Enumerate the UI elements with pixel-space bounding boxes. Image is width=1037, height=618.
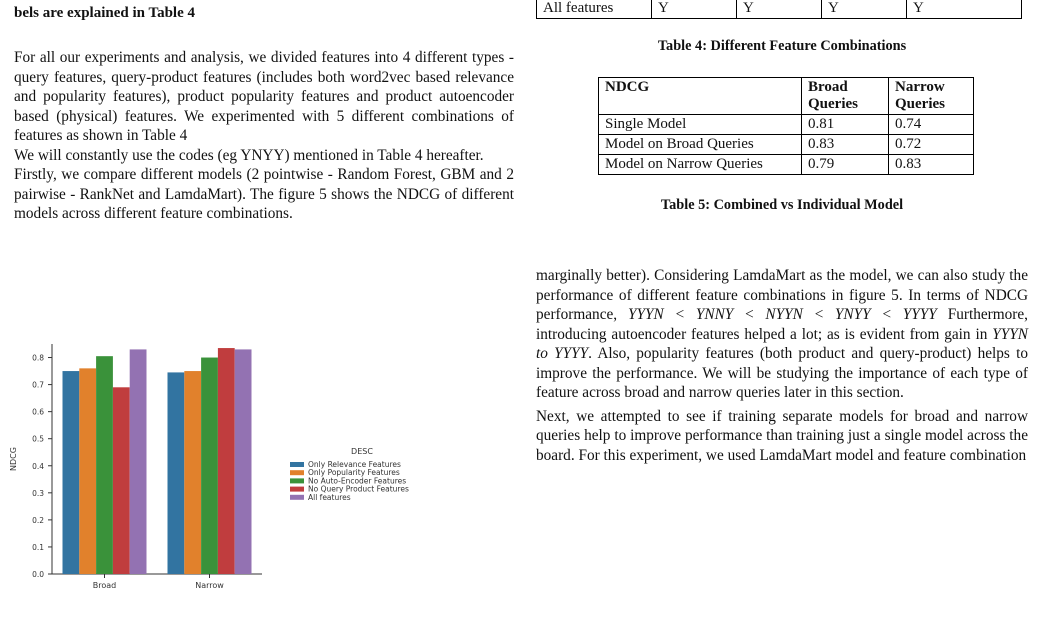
table-header: NDCG — [599, 78, 802, 115]
paragraph-codes: We will constantly use the codes (eg YNYY) mentioned in Table 4 hereafter. — [14, 146, 484, 164]
paragraph-models: Firstly, we compare different models (2 pointwise - Random Forest, GBM and 2 pairwise - RankNet and LamdaMart). The figure 5 shows the NDCG of different models across different feature combinations. — [14, 166, 514, 222]
table-header: Broad Queries — [802, 78, 889, 115]
paragraph-feature-types: For all our experiments and analysis, we divided features into 4 different types - query features, query-product features (includes both word2vec based relevance and popularity features), product popularity features and product autoencoder based (physical) features. We experimented with 5 different combinations of features as shown in Table 4 — [14, 49, 514, 144]
math-inequality: YYYN < YNNY < NYYN < YNYY < YYYY — [628, 306, 937, 323]
y-axis-label: NDCG — [9, 447, 18, 471]
table-row — [599, 155, 974, 175]
table5 — [598, 77, 974, 175]
table4-tail — [536, 0, 1022, 19]
table-cell: Model on Narrow Queries — [599, 155, 802, 175]
paragraph-separate-models: Next, we attempted to see if training separate models for broad and narrow queries help to improve performance than training just a single model across the board. For this experiment, we used LamdaMart model and feature combination — [536, 407, 1028, 464]
text-run: marginally better). Considering LamdaMart as the model, we can also study the performance of different feature combinations in figure 5. In terms of NDCG performance, — [536, 267, 1028, 323]
table-cell: 0.79 — [802, 155, 889, 175]
legend-entry: All features — [308, 492, 351, 502]
bar-0-4 — [130, 349, 147, 574]
legend-swatch — [290, 478, 304, 483]
bar-1-0 — [168, 372, 185, 574]
bar-1-1 — [184, 371, 201, 574]
x-tick-label: Narrow — [195, 581, 224, 590]
y-tick-label: 0.0 — [32, 570, 44, 579]
y-tick-label: 0.6 — [32, 407, 44, 417]
table-row — [537, 0, 1022, 19]
y-tick-label: 0.2 — [32, 515, 44, 525]
legend-swatch — [290, 462, 304, 467]
x-tick-label: Broad — [92, 581, 117, 590]
table-cell: 0.72 — [889, 135, 974, 155]
bar-1-3 — [218, 348, 235, 574]
bar-0-2 — [96, 356, 113, 574]
bar-1-2 — [201, 358, 218, 574]
legend-swatch — [290, 495, 304, 500]
table-cell: 0.81 — [802, 115, 889, 135]
bar-0-3 — [113, 387, 130, 574]
table-cell: 0.83 — [889, 155, 974, 175]
y-tick-label: 0.1 — [32, 542, 44, 552]
figure-caption-tail: bels are explained in Table 4 — [14, 5, 196, 21]
paragraph-feature-combinations — [536, 266, 1028, 403]
bar-0-1 — [79, 368, 96, 574]
table-cell: 0.74 — [889, 115, 974, 135]
table-row — [599, 135, 974, 155]
table-row — [599, 115, 974, 135]
y-tick-label: 0.7 — [32, 380, 44, 390]
bar-1-4 — [235, 349, 252, 574]
table-cell: Y — [822, 0, 907, 19]
table-cell: 0.83 — [802, 135, 889, 155]
chart-svg — [0, 336, 520, 613]
legend-entry: No Auto-Encoder Features — [308, 476, 407, 486]
table4-caption: Table 4: Different Feature Combinations — [657, 38, 907, 54]
table-cell: Single Model — [599, 115, 802, 135]
y-tick-label: 0.5 — [32, 434, 44, 444]
legend-title: DESC — [351, 447, 373, 456]
table-cell: Y — [737, 0, 822, 19]
ndcg-bar-chart — [0, 336, 520, 613]
table-cell: All features — [537, 0, 652, 19]
legend-entry: Only Relevance Features — [308, 460, 401, 469]
y-tick-label: 0.3 — [32, 488, 44, 498]
right-column — [536, 0, 1028, 465]
table-cell: Y — [907, 0, 1022, 19]
legend-entry: Only Popularity Features — [308, 468, 400, 478]
text-run: . Also, popularity features (both product and query-product) helps to improve the performance. We will be studying the importance of each type of feature across broad and narrow queries later in this section. — [536, 345, 1028, 401]
table-header: Narrow Queries — [889, 78, 974, 115]
left-column — [14, 0, 514, 224]
y-tick-label: 0.4 — [32, 461, 44, 471]
legend-swatch — [290, 470, 304, 475]
bar-0-0 — [63, 371, 80, 574]
legend-swatch — [290, 487, 304, 492]
table-header-row — [599, 78, 974, 115]
table-cell: Model on Broad Queries — [599, 135, 802, 155]
y-tick-label: 0.8 — [32, 353, 44, 363]
legend-entry: No Query Product Features — [308, 484, 409, 494]
text-run: Furthermore, introducing autoencoder features helped a lot; as is evident from gain in — [536, 306, 1028, 343]
math-gain: YYYN to YYYY — [536, 325, 1028, 362]
table-cell: Y — [652, 0, 737, 19]
table5-caption: Table 5: Combined vs Individual Model — [660, 197, 904, 213]
